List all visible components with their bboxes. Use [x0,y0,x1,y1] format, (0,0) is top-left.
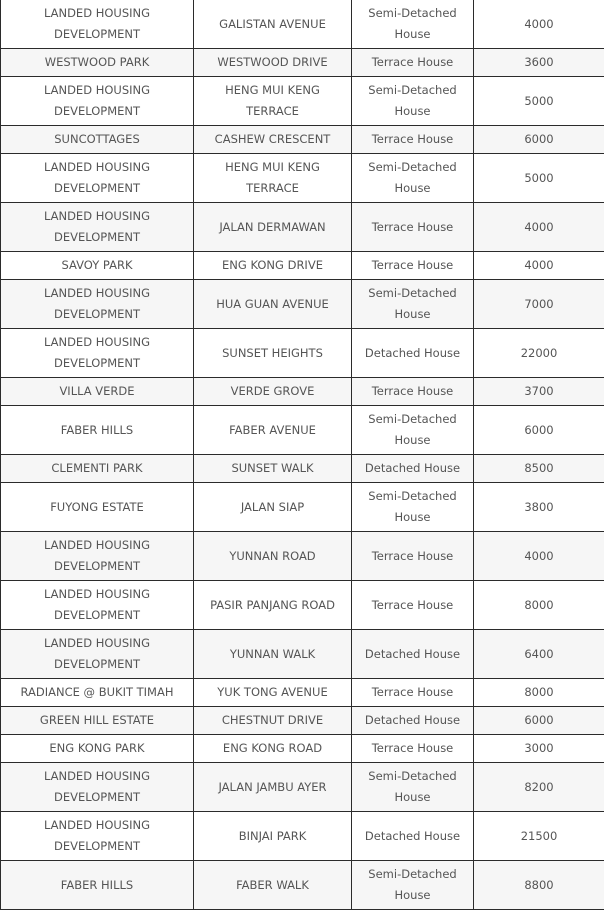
area-cell: 4000 [474,0,604,49]
table-row [1,630,604,679]
development-cell: FUYONG ESTATE [1,483,194,532]
development-cell: LANDED HOUSING DEVELOPMENT [1,581,194,630]
table-row [1,532,604,581]
street-cell: ENG KONG DRIVE [194,252,352,280]
street-cell: JALAN JAMBU AYER [194,763,352,812]
development-cell: SAVOY PARK [1,252,194,280]
area-cell: 8000 [474,679,604,707]
house-type-cell: Semi-Detached House [352,280,474,329]
table-row [1,154,604,203]
house-type-cell: Terrace House [352,252,474,280]
table-row [1,707,604,735]
area-cell: 4000 [474,252,604,280]
area-cell: 21500 [474,812,604,861]
development-cell: LANDED HOUSING DEVELOPMENT [1,280,194,329]
development-cell: FABER HILLS [1,406,194,455]
table-row [1,49,604,77]
table-row [1,812,604,861]
table-row [1,406,604,455]
house-type-cell: Terrace House [352,679,474,707]
house-type-cell: Terrace House [352,378,474,406]
development-cell: LANDED HOUSING DEVELOPMENT [1,77,194,126]
table-row [1,0,604,49]
street-cell: SUNSET WALK [194,455,352,483]
area-cell: 3000 [474,735,604,763]
table-row [1,483,604,532]
house-type-cell: Semi-Detached House [352,0,474,49]
house-type-cell: Semi-Detached House [352,406,474,455]
area-cell: 3800 [474,483,604,532]
house-type-cell: Semi-Detached House [352,483,474,532]
street-cell: HENG MUI KENG TERRACE [194,154,352,203]
area-cell: 3700 [474,378,604,406]
table-row [1,679,604,707]
house-type-cell: Terrace House [352,203,474,252]
development-cell: WESTWOOD PARK [1,49,194,77]
table-row [1,763,604,812]
street-cell: HUA GUAN AVENUE [194,280,352,329]
table-row [1,280,604,329]
area-cell: 5000 [474,154,604,203]
street-cell: BINJAI PARK [194,812,352,861]
street-cell: ENG KONG ROAD [194,735,352,763]
street-cell: SUNSET HEIGHTS [194,329,352,378]
table-body [1,0,604,910]
area-cell: 6000 [474,707,604,735]
house-type-cell: Detached House [352,455,474,483]
area-cell: 4000 [474,532,604,581]
house-type-cell: Terrace House [352,532,474,581]
development-cell: LANDED HOUSING DEVELOPMENT [1,812,194,861]
street-cell: CHESTNUT DRIVE [194,707,352,735]
house-type-cell: Terrace House [352,49,474,77]
table-row [1,329,604,378]
area-cell: 6000 [474,126,604,154]
area-cell: 6000 [474,406,604,455]
development-cell: LANDED HOUSING DEVELOPMENT [1,203,194,252]
table-row [1,203,604,252]
street-cell: VERDE GROVE [194,378,352,406]
house-type-cell: Terrace House [352,735,474,763]
house-type-cell: Semi-Detached House [352,763,474,812]
house-type-cell: Semi-Detached House [352,77,474,126]
street-cell: PASIR PANJANG ROAD [194,581,352,630]
street-cell: YUK TONG AVENUE [194,679,352,707]
development-cell: ENG KONG PARK [1,735,194,763]
street-cell: FABER WALK [194,861,352,910]
street-cell: WESTWOOD DRIVE [194,49,352,77]
development-cell: LANDED HOUSING DEVELOPMENT [1,630,194,679]
area-cell: 5000 [474,77,604,126]
table-row [1,77,604,126]
area-cell: 8500 [474,455,604,483]
street-cell: YUNNAN WALK [194,630,352,679]
street-cell: GALISTAN AVENUE [194,0,352,49]
table-row [1,455,604,483]
table-row [1,378,604,406]
area-cell: 7000 [474,280,604,329]
house-type-cell: Detached House [352,707,474,735]
house-type-cell: Terrace House [352,126,474,154]
street-cell: JALAN SIAP [194,483,352,532]
development-cell: LANDED HOUSING DEVELOPMENT [1,154,194,203]
house-type-cell: Detached House [352,812,474,861]
street-cell: HENG MUI KENG TERRACE [194,77,352,126]
street-cell: YUNNAN ROAD [194,532,352,581]
table-row [1,581,604,630]
development-cell: LANDED HOUSING DEVELOPMENT [1,763,194,812]
development-cell: LANDED HOUSING DEVELOPMENT [1,329,194,378]
development-cell: RADIANCE @ BUKIT TIMAH [1,679,194,707]
area-cell: 8800 [474,861,604,910]
area-cell: 3600 [474,49,604,77]
development-cell: LANDED HOUSING DEVELOPMENT [1,0,194,49]
development-cell: VILLA VERDE [1,378,194,406]
area-cell: 6400 [474,630,604,679]
house-type-cell: Detached House [352,329,474,378]
development-cell: CLEMENTI PARK [1,455,194,483]
area-cell: 4000 [474,203,604,252]
table-row [1,861,604,910]
street-cell: CASHEW CRESCENT [194,126,352,154]
development-cell: FABER HILLS [1,861,194,910]
house-type-cell: Terrace House [352,581,474,630]
table-row [1,126,604,154]
street-cell: FABER AVENUE [194,406,352,455]
house-type-cell: Semi-Detached House [352,154,474,203]
development-cell: GREEN HILL ESTATE [1,707,194,735]
development-cell: LANDED HOUSING DEVELOPMENT [1,532,194,581]
house-type-cell: Semi-Detached House [352,861,474,910]
development-cell: SUNCOTTAGES [1,126,194,154]
area-cell: 22000 [474,329,604,378]
house-type-cell: Detached House [352,630,474,679]
area-cell: 8000 [474,581,604,630]
table-row [1,735,604,763]
street-cell: JALAN DERMAWAN [194,203,352,252]
area-cell: 8200 [474,763,604,812]
table-row [1,252,604,280]
